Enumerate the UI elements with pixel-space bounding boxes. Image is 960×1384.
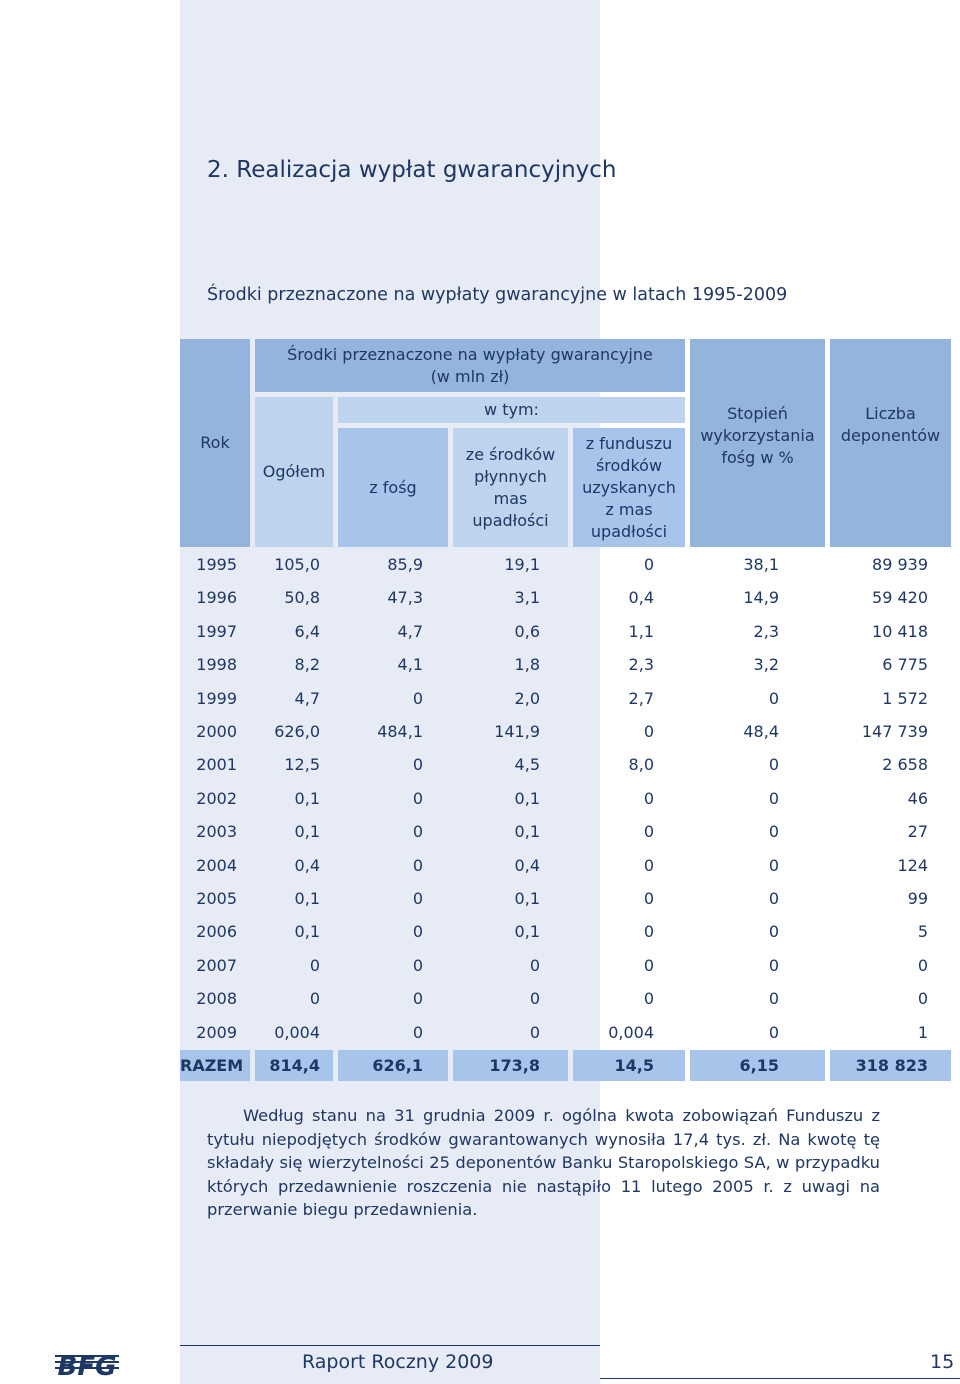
table-row <box>180 548 952 582</box>
row-ze-srodkow: 141,9 <box>494 722 540 741</box>
row-ogolem: 0,1 <box>294 789 320 808</box>
table-row <box>180 581 952 615</box>
row-ze-srodkow: 0,4 <box>514 856 540 875</box>
row-year: 2002 <box>196 789 237 808</box>
row-ogolem: 8,2 <box>294 655 320 674</box>
row-liczba: 99 <box>907 889 928 908</box>
row-z-fosg: 0 <box>412 856 423 875</box>
row-z-fosg: 0 <box>412 889 423 908</box>
row-ze-srodkow: 19,1 <box>504 555 540 574</box>
row-ze-srodkow: 0,1 <box>514 889 540 908</box>
row-z-funduszu: 0 <box>643 822 654 841</box>
row-liczba: 89 939 <box>872 555 928 574</box>
row-ogolem: 105,0 <box>274 555 320 574</box>
row-stopien: 0 <box>768 856 779 875</box>
table-row <box>180 682 952 716</box>
row-ze-srodkow: 0,1 <box>514 822 540 841</box>
row-z-funduszu: 0 <box>643 922 654 941</box>
row-year: 2005 <box>196 889 237 908</box>
header-rok: Rok <box>180 339 250 547</box>
row-ze-srodkow: 0 <box>529 1023 540 1042</box>
row-stopien: 0 <box>768 822 779 841</box>
row-stopien: 0 <box>768 889 779 908</box>
row-ze-srodkow: 0 <box>529 956 540 975</box>
row-liczba: 2 658 <box>882 755 928 774</box>
total-ogolem: 814,4 <box>269 1056 320 1075</box>
header-stopien: Stopień wykorzystania fośg w % <box>690 339 825 547</box>
row-year: 2004 <box>196 856 237 875</box>
table-row <box>180 1016 952 1050</box>
section-title: 2. Realizacja wypłat gwarancyjnych <box>207 157 617 183</box>
header-w-tym: w tym: <box>338 397 685 423</box>
row-z-funduszu: 0 <box>643 889 654 908</box>
row-ze-srodkow: 0,1 <box>514 922 540 941</box>
row-stopien: 0 <box>768 755 779 774</box>
row-z-funduszu: 0,4 <box>628 588 654 607</box>
row-z-funduszu: 0 <box>643 789 654 808</box>
footer-rule <box>180 1345 600 1346</box>
row-liczba: 10 418 <box>872 622 928 641</box>
row-stopien: 0 <box>768 689 779 708</box>
row-year: 1995 <box>196 555 237 574</box>
row-z-funduszu: 0 <box>643 555 654 574</box>
table-row <box>180 748 952 782</box>
total-stopien: 6,15 <box>739 1056 779 1075</box>
table-row <box>180 648 952 682</box>
total-z-fosg: 626,1 <box>372 1056 423 1075</box>
row-ogolem: 0,1 <box>294 922 320 941</box>
row-stopien: 0 <box>768 989 779 1008</box>
row-ogolem: 0 <box>309 989 320 1008</box>
row-ogolem: 0 <box>309 956 320 975</box>
row-year: 2000 <box>196 722 237 741</box>
row-z-funduszu: 0,004 <box>608 1023 654 1042</box>
row-ze-srodkow: 1,8 <box>514 655 540 674</box>
row-liczba: 6 775 <box>882 655 928 674</box>
table-row <box>180 949 952 983</box>
total-ze-srodkow: 173,8 <box>489 1056 540 1075</box>
row-stopien: 2,3 <box>753 622 779 641</box>
note-paragraph: Według stanu na 31 grudnia 2009 r. ogólna kwota zobowiązań Funduszu z tytułu niepodjętych środków gwarantowanych wynosiła 17,4 tys. zł. Na kwotę tę składały się wierzytelności 25 deponentów Banku Staropolskiego SA, w przypadku których przedawnienie roszczenia nie nastąpiło 11 lutego 2005 r. z uwagi na przerwanie biegu przedawnienia. <box>207 1106 880 1219</box>
row-z-fosg: 0 <box>412 789 423 808</box>
page-number: 15 <box>930 1351 955 1373</box>
total-liczba: 318 823 <box>855 1056 928 1075</box>
row-ogolem: 626,0 <box>274 722 320 741</box>
total-label: RAZEM <box>180 1056 244 1075</box>
row-ze-srodkow: 2,0 <box>514 689 540 708</box>
total-z-funduszu: 14,5 <box>614 1056 654 1075</box>
row-ogolem: 0,4 <box>294 856 320 875</box>
row-ogolem: 12,5 <box>284 755 320 774</box>
header-group-line1: Środki przeznaczone na wypłaty gwarancyjne <box>287 344 653 364</box>
row-z-funduszu: 2,7 <box>628 689 654 708</box>
footer-rule-right <box>600 1378 960 1379</box>
row-z-fosg: 0 <box>412 1023 423 1042</box>
row-year: 1999 <box>196 689 237 708</box>
row-liczba: 27 <box>907 822 928 841</box>
table-row <box>180 782 952 816</box>
row-stopien: 0 <box>768 922 779 941</box>
row-z-fosg: 0 <box>412 755 423 774</box>
row-z-fosg: 0 <box>412 689 423 708</box>
row-z-funduszu: 8,0 <box>628 755 654 774</box>
row-stopien: 38,1 <box>743 555 779 574</box>
row-stopien: 3,2 <box>753 655 779 674</box>
row-ze-srodkow: 4,5 <box>514 755 540 774</box>
table-row <box>180 882 952 916</box>
row-year: 1996 <box>196 588 237 607</box>
row-liczba: 5 <box>917 922 928 941</box>
row-z-fosg: 484,1 <box>377 722 423 741</box>
table-row <box>180 615 952 649</box>
row-stopien: 0 <box>768 956 779 975</box>
header-liczba: Liczba deponentów <box>830 339 951 547</box>
row-liczba: 59 420 <box>872 588 928 607</box>
row-ogolem: 4,7 <box>294 689 320 708</box>
row-z-funduszu: 0 <box>643 956 654 975</box>
row-liczba: 1 <box>917 1023 928 1042</box>
row-year: 2008 <box>196 989 237 1008</box>
row-ogolem: 0,1 <box>294 822 320 841</box>
row-year: 2006 <box>196 922 237 941</box>
row-ogolem: 0,1 <box>294 889 320 908</box>
row-stopien: 14,9 <box>743 588 779 607</box>
report-title: Raport Roczny 2009 <box>302 1351 494 1373</box>
row-ze-srodkow: 0,6 <box>514 622 540 641</box>
row-z-fosg: 85,9 <box>387 555 423 574</box>
header-group <box>255 339 685 392</box>
row-ogolem: 50,8 <box>284 588 320 607</box>
row-year: 2009 <box>196 1023 237 1042</box>
row-liczba: 124 <box>897 856 928 875</box>
row-ogolem: 6,4 <box>294 622 320 641</box>
row-ze-srodkow: 3,1 <box>514 588 540 607</box>
header-z-fosg: z fośg <box>338 428 448 547</box>
row-z-fosg: 0 <box>412 822 423 841</box>
row-liczba: 1 572 <box>882 689 928 708</box>
table-row <box>180 815 952 849</box>
row-liczba: 0 <box>917 956 928 975</box>
bfg-logo-text: BFG <box>57 1352 117 1381</box>
row-ogolem: 0,004 <box>274 1023 320 1042</box>
row-z-fosg: 0 <box>412 989 423 1008</box>
row-year: 1997 <box>196 622 237 641</box>
row-z-fosg: 0 <box>412 922 423 941</box>
row-z-funduszu: 0 <box>643 989 654 1008</box>
total-row <box>180 1049 952 1083</box>
bfg-logo <box>55 1347 119 1381</box>
table-row <box>180 982 952 1016</box>
header-z-funduszu: z funduszu środków uzyskanych z mas upadłości <box>573 428 685 547</box>
row-z-fosg: 47,3 <box>387 588 423 607</box>
row-z-funduszu: 1,1 <box>628 622 654 641</box>
header-ze-srodkow: ze środków płynnych mas upadłości <box>453 428 568 547</box>
row-year: 2003 <box>196 822 237 841</box>
row-z-funduszu: 2,3 <box>628 655 654 674</box>
row-stopien: 0 <box>768 1023 779 1042</box>
table-title: Środki przeznaczone na wypłaty gwarancyjne w latach 1995-2009 <box>207 285 788 305</box>
row-year: 2001 <box>196 755 237 774</box>
row-liczba: 147 739 <box>861 722 928 741</box>
header-ogolem: Ogółem <box>255 397 333 547</box>
header-group-line2: (w mln zł) <box>430 366 510 386</box>
row-stopien: 0 <box>768 789 779 808</box>
row-stopien: 48,4 <box>743 722 779 741</box>
row-ze-srodkow: 0 <box>529 989 540 1008</box>
row-z-fosg: 4,7 <box>397 622 423 641</box>
row-year: 2007 <box>196 956 237 975</box>
row-z-funduszu: 0 <box>643 722 654 741</box>
row-ze-srodkow: 0,1 <box>514 789 540 808</box>
row-liczba: 0 <box>917 989 928 1008</box>
row-z-funduszu: 0 <box>643 856 654 875</box>
row-liczba: 46 <box>907 789 928 808</box>
row-z-fosg: 4,1 <box>397 655 423 674</box>
table-row <box>180 715 952 749</box>
row-z-fosg: 0 <box>412 956 423 975</box>
row-year: 1998 <box>196 655 237 674</box>
table-row <box>180 849 952 883</box>
table-row <box>180 915 952 949</box>
